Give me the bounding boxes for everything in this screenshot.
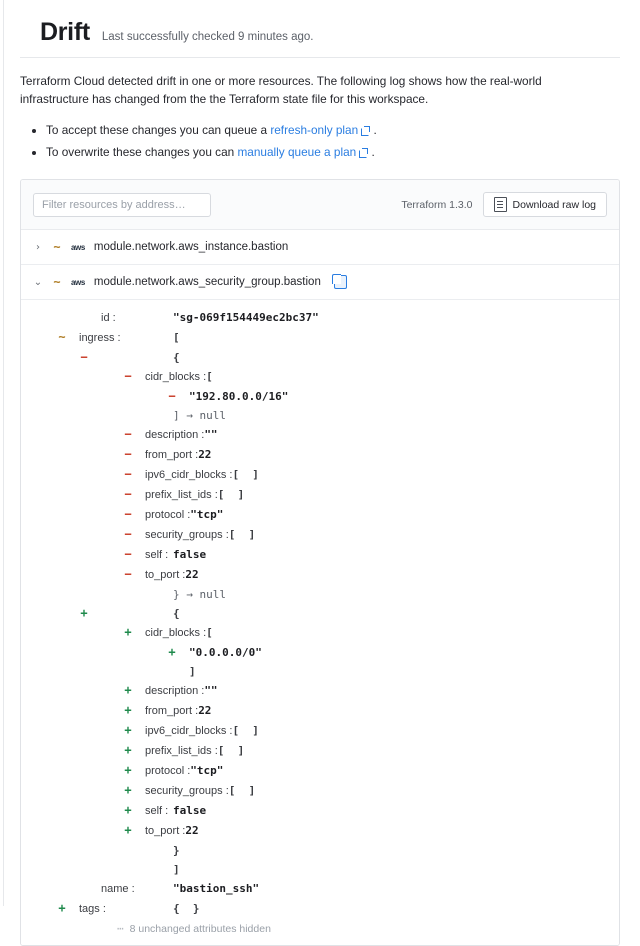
log-toolbar [21,180,619,230]
diff-line [21,545,619,565]
diff-sign-minus: − [80,350,88,365]
download-raw-log-label: Download raw log [512,198,596,211]
diff-sign-minus: − [124,447,132,462]
diff-line [21,308,619,328]
diff-sign-plus: + [124,703,132,718]
refresh-only-plan-link[interactable]: refresh-only plan [270,122,359,137]
bullet-manual-queue [46,141,620,163]
change-symbol-tilde: ~ [53,240,61,255]
ellipsis-icon: ⋯ [117,922,124,936]
diff-line [21,841,619,860]
diff-sign-minus: − [124,487,132,502]
diff-key: prefix_list_ids : [145,745,218,758]
diff-line [21,367,619,387]
diff-value: { [173,351,180,365]
external-link-icon [359,148,368,157]
diff-sign-plus: + [124,723,132,738]
diff-key: protocol : [145,509,191,522]
diff-value: } [173,844,180,858]
diff-sign-plus: + [124,763,132,778]
diff-line [21,879,619,899]
diff-line [21,643,619,662]
diff-sign-plus: + [124,783,132,798]
diff-body [21,300,619,945]
diff-value: [ ] [228,528,256,542]
diff-value: "0.0.0.0/0" [189,646,262,660]
diff-line [21,741,619,761]
diff-sign-none [143,406,157,425]
aws-icon: aws [71,278,85,288]
diff-key: from_port : [145,705,199,718]
diff-key: ingress : [79,332,121,345]
bullet-refresh-text-before: To accept these changes you can queue a [46,122,271,137]
hidden-attributes-row[interactable] [21,919,619,939]
diff-sign-none [165,662,179,681]
diff-value: 22 [185,824,199,838]
drift-log-panel [20,179,620,946]
diff-key: self : [145,805,169,818]
drift-header [20,0,620,58]
diff-line [21,328,619,348]
manually-queue-plan-link[interactable]: manually queue a plan [237,144,357,159]
diff-line [21,348,619,367]
diff-key: name : [101,883,135,896]
left-rail [0,0,4,906]
diff-key: description : [145,429,205,442]
diff-sign-tilde: ~ [58,330,66,345]
diff-line [21,821,619,841]
diff-line [21,406,619,425]
diff-value: [ ] [232,724,259,738]
diff-line [21,701,619,721]
diff-value: { [173,607,180,621]
diff-sign-plus: + [124,823,132,838]
diff-key: protocol : [145,765,191,778]
diff-value: "192.80.0.0/16" [189,390,289,404]
filter-resources-input[interactable] [33,193,211,217]
diff-sign-minus: − [124,369,132,384]
diff-key: security_groups : [145,529,229,542]
diff-value: } → null [173,588,226,602]
diff-sign-plus: + [80,606,88,621]
diff-key: to_port : [145,825,186,838]
diff-sign-none [77,308,91,327]
diff-key: to_port : [145,569,186,582]
diff-key: self : [145,549,169,562]
diff-line [21,465,619,485]
diff-value: "tcp" [190,508,224,522]
diff-key: id : [101,312,116,325]
diff-line [21,425,619,445]
intro-paragraph: Terraform Cloud detected drift in one or more resources. The following log shows how the real-world infrastructure has changed from the the Terraform state file for this workspace. [20,74,542,107]
change-symbol-tilde: ~ [53,275,61,290]
diff-line [21,681,619,701]
diff-line [21,505,619,525]
diff-value: "tcp" [190,764,224,778]
diff-value: 22 [185,568,199,582]
resource-row-bastion-security-group[interactable] [21,265,619,300]
diff-value: [ ] [217,488,245,502]
diff-line [21,604,619,623]
diff-line [21,662,619,681]
diff-key: tags : [79,903,106,916]
resource-address: module.network.aws_security_group.bastion [93,276,321,289]
diff-line [21,565,619,585]
resource-row-bastion-instance[interactable] [21,230,619,265]
aws-icon: aws [71,243,85,253]
diff-sign-plus: + [124,803,132,818]
diff-sign-plus: + [168,645,176,660]
intro-bullets [0,119,640,164]
document-icon [494,197,507,212]
diff-key: cidr_blocks : [145,627,207,640]
diff-sign-plus: + [124,625,132,640]
diff-value: [ ] [228,784,256,798]
diff-sign-plus: + [58,901,66,916]
diff-key: from_port : [145,449,199,462]
resource-address: module.network.aws_instance.bastion [93,241,289,254]
external-link-icon [361,126,370,135]
chevron-down-icon[interactable]: ⌄ [33,276,43,288]
diff-sign-minus: − [124,507,132,522]
diff-value: [ [173,331,180,345]
diff-value: ] [189,665,196,679]
diff-key: prefix_list_ids : [145,489,218,502]
download-raw-log-button[interactable] [483,192,607,217]
diff-value: [ [206,626,213,640]
diff-value: { } [173,902,200,916]
diff-key: cidr_blocks : [145,371,207,384]
diff-key: ipv6_cidr_blocks : [145,469,233,482]
diff-sign-minus: − [124,567,132,582]
diff-value: "bastion_ssh" [173,882,260,896]
diff-line [21,387,619,406]
chevron-right-icon[interactable]: › [36,241,40,253]
diff-sign-none [121,841,135,860]
diff-sign-none [99,585,113,604]
copy-icon[interactable] [334,275,347,289]
diff-line [21,623,619,643]
diff-sign-none [77,879,91,898]
diff-line [21,781,619,801]
bullet-manual-text-after: . [368,144,375,159]
diff-line [21,860,619,879]
diff-value: 22 [198,448,212,462]
diff-line [21,585,619,604]
diff-line [21,721,619,741]
bullet-refresh-only [46,119,620,141]
diff-line [21,525,619,545]
terraform-version-label: Terraform 1.3.0 [401,198,473,211]
bullet-manual-text-before: To overwrite these changes you can [46,144,238,159]
diff-key: ipv6_cidr_blocks : [145,725,233,738]
diff-line [21,899,619,919]
diff-value: [ [206,370,213,384]
diff-value: "" [204,428,218,442]
bullet-refresh-text-after: . [370,122,377,137]
diff-value: ] → null [173,409,226,423]
diff-value: false [173,548,207,562]
diff-line [21,485,619,505]
diff-value: ] [173,863,180,877]
diff-value: [ ] [232,468,259,482]
diff-key: security_groups : [145,785,229,798]
diff-value: 22 [198,704,212,718]
diff-value: false [173,804,207,818]
diff-key: description : [145,685,205,698]
diff-sign-minus: − [124,527,132,542]
diff-sign-minus: − [124,547,132,562]
last-checked-text: Last successfully checked 9 minutes ago. [101,31,314,43]
diff-line [21,801,619,821]
diff-sign-minus: − [168,389,176,404]
diff-value: "" [204,684,218,698]
diff-value: "sg-069f154449ec2bc37" [173,311,319,325]
diff-sign-plus: + [124,743,132,758]
diff-sign-plus: + [124,683,132,698]
diff-sign-minus: − [124,427,132,442]
diff-sign-none [77,860,91,879]
diff-line [21,761,619,781]
toolbar-right-group [401,192,607,217]
diff-value: [ ] [217,744,245,758]
diff-line [21,445,619,465]
hidden-attributes-label: 8 unchanged attributes hidden [129,923,271,936]
page-title: Drift [40,18,90,46]
diff-sign-minus: − [124,467,132,482]
